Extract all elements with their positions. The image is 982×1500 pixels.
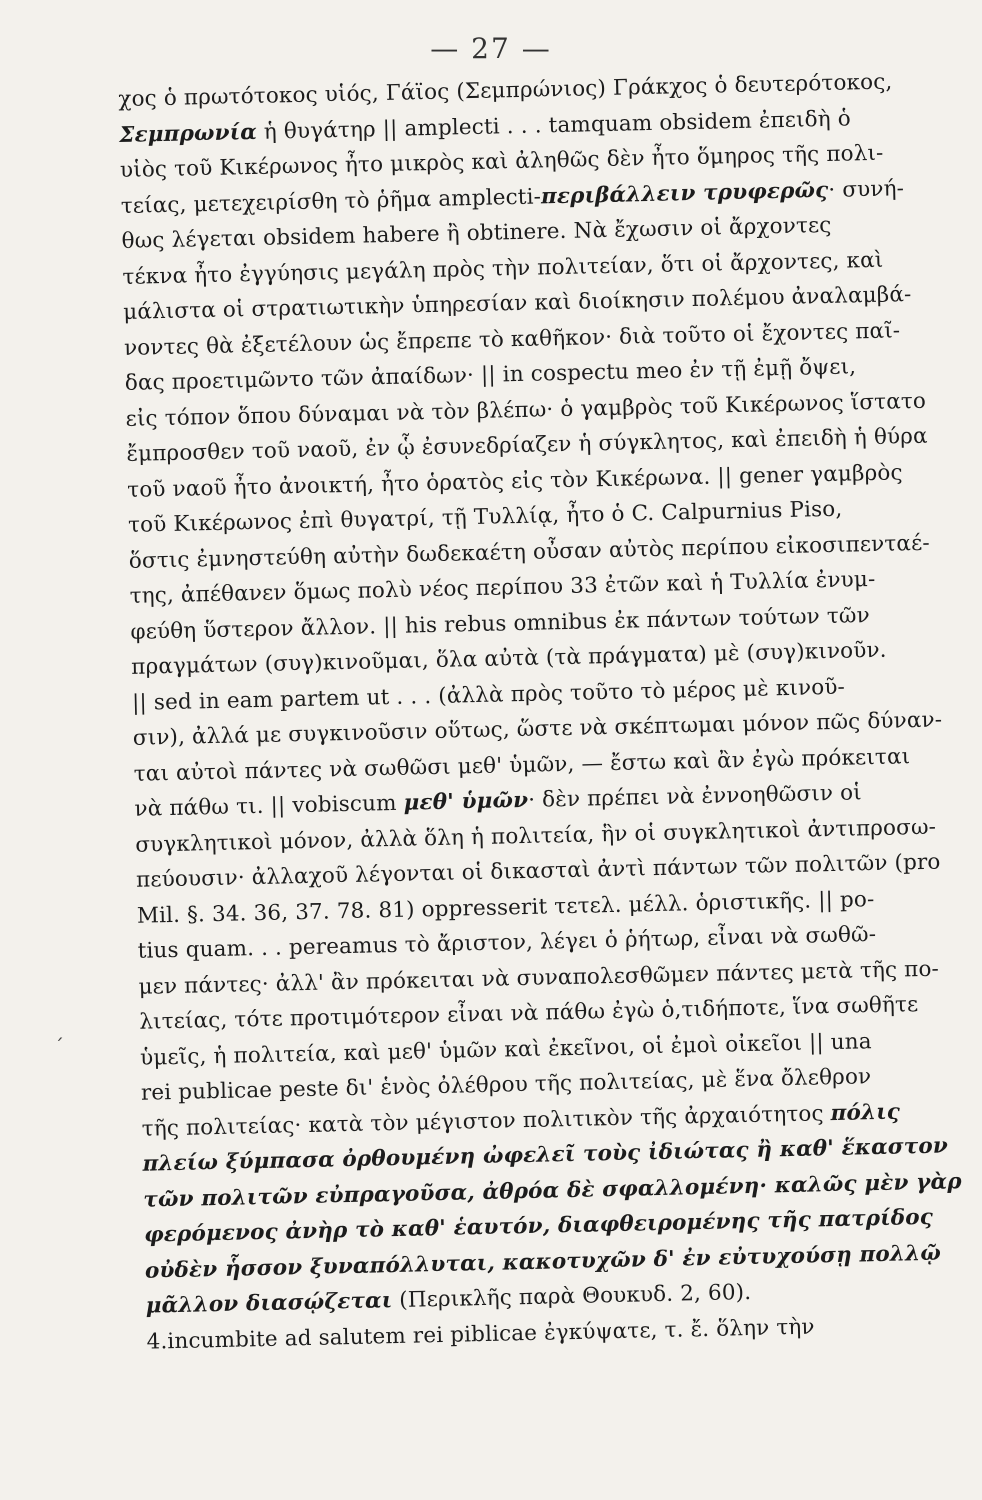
emphasis-text: μᾶλλον διασῴζεται <box>145 1288 393 1319</box>
text-run: ὅστις ἐμνηστεύθη αὐτὴν δωδεκαέτη οὖσαν αὐτὸς περίπου εἰκοσιπενταέ- <box>128 530 931 574</box>
text-run: || sed in eam partem ut . . . (ἀλλὰ πρὸς τοῦτο τὸ μέρος μὲ κινοῦ- <box>131 674 846 716</box>
page-number: — 27 — <box>430 32 552 65</box>
emphasis-text: τῶν πολιτῶν εὐπραγοῦσα, ἀθρόα δὲ σφαλλομένη· καλῶς μὲν γὰρ <box>143 1168 962 1213</box>
text-run: ὑμεῖς, ἡ πολιτεία, καὶ μεθ' ὑμῶν καὶ ἐκεῖνοι, οἱ ἐμοὶ οἰκεῖοι || una <box>139 1028 872 1071</box>
emphasis-text: Σεμπρωνία <box>118 119 258 148</box>
text-run: πεύουσιν· ἀλλαχοῦ λέγονται οἱ δικασταὶ ἀντὶ πάντων τῶν πολιτῶν (pro <box>135 849 941 893</box>
text-run: Mil. §. 34. 36, 37. 78. 81) oppresserit τετελ. μέλλ. ὁριστικῆς. || po- <box>136 886 875 929</box>
text-run: τείας, μετεχειρίσθη τὸ ῥῆμα amplecti- <box>120 183 542 219</box>
text-run: tius quam. . . pereamus τὸ ἄριστον, λέγει ὁ ῥήτωρ, εἶναι νὰ σωθῶ- <box>137 922 877 964</box>
text-run: μάλιστα οἱ στρατιωτικὴν ὑπηρεσίαν καὶ διοίκησιν πολέμου ἀναλαμβά- <box>122 282 912 325</box>
text-run: 4.incumbite ad salutem rei piblicae ἐγκύψατε, τ. ἔ. ὅλην τὴν <box>146 1314 815 1355</box>
text-run: ἡ θυγάτηρ || amplecti . . . tamquam obsidem ἐπειδὴ ὁ <box>256 105 852 145</box>
text-run: χος ὁ πρωτότοκος υἱός, Γάϊος (Σεμπρώνιος) Γράκχος ὁ δευτερότοκος, <box>118 69 893 112</box>
emphasis-text: μεθ' ὑμῶν <box>403 787 529 816</box>
text-run: τοῦ Κικέρωνος ἐπὶ θυγατρί, τῇ Τυλλίᾳ, ἦτο ὁ C. Calpurnius Piso, <box>127 496 843 538</box>
text-run: λιτείας, τότε προτιμότερον εἶναι νὰ πάθω ἐγὼ ὁ,τιδήποτε, ἵνα σωθῆτε <box>139 992 919 1035</box>
text-run: · δὲν πρέπει νὰ ἐννοηθῶσιν οἱ <box>527 780 863 813</box>
text-run: υἱὸς τοῦ Κικέρωνος ἦτο μικρὸς καὶ ἀληθῶς δὲν ἦτο ὅμηρος τῆς πολι- <box>119 140 884 183</box>
emphasis-text: πόλις <box>830 1099 901 1126</box>
text-run: (Περικλῆς παρὰ Θουκυδ. 2, 60). <box>391 1279 752 1314</box>
text-run: rei publicae peste δι' ἑνὸς ὀλέθρου τῆς πολιτείας, μὲ ἕνα ὄλεθρον <box>140 1064 872 1106</box>
emphasis-text: πλείω ξύμπασα ὀρθουμένη ὠφελεῖ τοὺς ἰδιώτας ἢ καθ' ἕκαστον <box>142 1133 949 1177</box>
text-run: νοντες θὰ ἐξετέλουν ὡς ἔπρεπε τὸ καθῆκον· διὰ τοῦτο οἱ ἔχοντες παῖ- <box>123 317 901 361</box>
emphasis-text: περιβάλλειν τρυφερῶς <box>540 177 829 209</box>
text-run: ἔμπροσθεν τοῦ ναοῦ, ἐν ᾧ ἐσυνεδρίαζεν ἡ σύγκλητος, καὶ ἐπειδὴ ἡ θύρα <box>126 423 928 467</box>
text-run: τοῦ ναοῦ ἦτο ἀνοικτή, ἦτο ὁρατὸς εἰς τὸν Κικέρωνα. || gener γαμβρὸς <box>126 459 903 503</box>
text-run: φεύθη ὕστερον ἄλλον. || his rebus omnibus ἐκ πάντων τούτων τῶν <box>130 602 871 645</box>
text-run: συγκλητικοὶ μόνον, ἀλλὰ ὅλη ἡ πολιτεία, ἣν οἱ συγκλητικοὶ ἀντιπροσω- <box>135 814 937 858</box>
emphasis-text: οὐδὲν ἧσσον ξυναπόλλυται, κακοτυχῶν δ' ἐν εὐτυχούσῃ πολλῷ <box>144 1240 942 1284</box>
margin-mark: ´ <box>54 1034 64 1058</box>
text-run: τέκνα ἦτο ἐγγύησις μεγάλη πρὸς τὴν πολιτείαν, ὅτι οἱ ἄρχοντες, καὶ <box>122 247 884 290</box>
text-run: εἰς τόπον ὅπου δύναμαι νὰ τὸν βλέπω· ὁ γαμβρὸς τοῦ Κικέρωνος ἵστατο <box>125 388 927 432</box>
text-run: θως λέγεται obsidem habere ἢ obtinere. Νὰ ἔχωσιν οἱ ἄρχοντες <box>121 212 832 254</box>
text-run: μεν πάντες· ἀλλ' ἂν πρόκειται νὰ συναπολεσθῶμεν πάντες μετὰ τῆς πο- <box>138 956 940 1000</box>
text-run: πραγμάτων (συγ)κινοῦμαι, ὅλα αὐτὰ (τὰ πράγματα) μὲ (συγ)κινοῦν. <box>130 637 887 680</box>
emphasis-text: φερόμενος ἀνὴρ τὸ καθ' ἑαυτόν, διαφθειρομένης τῆς πατρίδος <box>143 1204 934 1248</box>
text-run: · συνή- <box>828 175 905 203</box>
text-run: νὰ πάθω τι. || vobiscum <box>134 790 404 822</box>
text-run: ται αὐτοὶ πάντες νὰ σωθῶσι μεθ' ὑμῶν, — ἔστω καὶ ἂν ἐγὼ πρόκειται <box>133 743 911 787</box>
text-run: σιν), ἀλλά με συγκινοῦσιν οὕτως, ὥστε νὰ σκέπτωμαι μόνον πῶς δύναν- <box>132 707 943 751</box>
text-run: δας προετιμῶντο τῶν ἀπαίδων· || in cospectu meo ἐν τῇ ἐμῇ ὄψει, <box>124 354 857 396</box>
commentary-text <box>118 63 982 1360</box>
text-run: τῆς πολιτείας· κατὰ τὸν μέγιστον πολιτικὸν τῆς ἀρχαιότητος <box>141 1100 831 1142</box>
text-run: της, ἀπέθανεν ὅμως πολὺ νέος περίπου 33 ἐτῶν καὶ ἡ Τυλλία ἐνυμ- <box>129 566 876 609</box>
